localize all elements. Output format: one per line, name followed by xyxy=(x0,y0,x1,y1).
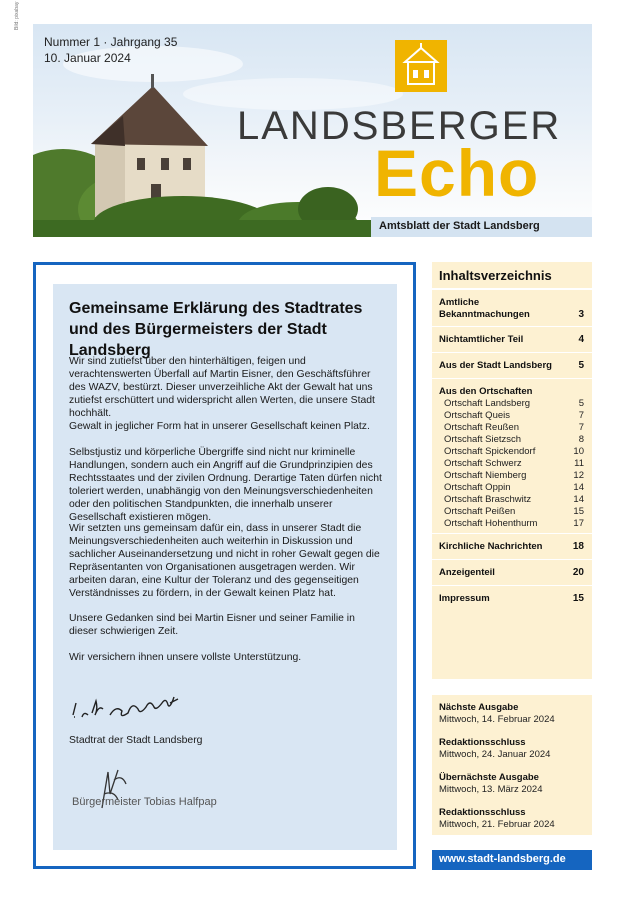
photo-credit: Bild: pixabay xyxy=(14,1,20,30)
toc-divider xyxy=(432,288,592,290)
following-issue-date: Mittwoch, 13. März 2024 xyxy=(439,784,543,795)
toc-sub-item[interactable]: Ortschaft Sietzsch 8 xyxy=(444,434,584,445)
town-logo-icon xyxy=(395,40,447,97)
issue-number: Nummer 1 · Jahrgang 35 xyxy=(44,35,178,49)
website-bar[interactable] xyxy=(432,850,592,870)
subtitle-strip xyxy=(371,217,592,237)
issue-info xyxy=(44,34,177,66)
toc-item[interactable]: Kirchliche Nachrichten 18 xyxy=(439,541,584,552)
article-paragraph: Wir sind zutiefst über den hinterhältigen, feigen und verachtenswerten Überfall auf Martin Eisner, den Geschäftsführer des WAZV, bestürzt. Dieser unverzeihliche Akt der Gewalt hat uns zutiefst erschüttert und widerspricht allen Werten, die unsere Stadt hochhält. xyxy=(69,356,375,419)
toc-sub-item[interactable]: Ortschaft Spickendorf 10 xyxy=(444,446,584,457)
signature-buergermeister xyxy=(72,768,232,823)
toc-divider xyxy=(432,559,592,560)
article-title: Gemeinsame Erklärung des Stadtrates und des Bürgermeisters der Stadt Landsberg xyxy=(69,300,363,359)
next-issue-label: Nächste Ausgabe xyxy=(439,702,519,713)
toc-sub-item[interactable]: Ortschaft Landsberg 5 xyxy=(444,398,584,409)
toc-item[interactable]: Anzeigenteil 20 xyxy=(439,567,584,578)
masthead-title-echo: Echo xyxy=(374,136,540,210)
toc-heading: Inhaltsverzeichnis xyxy=(439,268,552,283)
toc-sub-item[interactable]: Ortschaft Reußen 7 xyxy=(444,422,584,433)
toc-divider xyxy=(432,378,592,379)
toc-divider xyxy=(432,585,592,586)
deadline-date: Mittwoch, 24. Januar 2024 xyxy=(439,749,551,760)
article-paragraph: Wir setzten uns gemeinsam dafür ein, dass in unserer Stadt die Meinungsverschiedenheiten auch weiterhin in Diskussion und sachlicher Auseinandersetzung und nicht in roher Gewalt gegen die Repräsentanten von Organisationen ausgetragen werden. Wir arbeiten daran, eine Kultur der Toleranz und des gegenseitigen Verständnisses zu fördern, in der Gewalt keinen Platz hat. xyxy=(69,523,380,599)
toc-sub-item[interactable]: Ortschaft Schwerz 11 xyxy=(444,458,584,469)
toc-divider xyxy=(432,352,592,353)
toc-item[interactable]: Impressum 15 xyxy=(439,593,584,604)
following-issue-label: Übernächste Ausgabe xyxy=(439,772,539,783)
article-paragraph: Selbstjustiz und körperliche Übergriffe sind nicht nur kriminelle Handlungen, sondern auch ein Angriff auf die Grundprinzipien des Rechtsstaates und der zivilen Ordnung. Derartige Taten dürfen nicht toleriert werden, unabhängig von den Meinungsverschiedenheiten oder den politischen Standpunkten, die innerhalb unserer Gesellschaft existieren mögen. xyxy=(69,447,382,523)
toc-sub-item[interactable]: Ortschaft Niemberg 12 xyxy=(444,470,584,481)
deadline-label: Redaktionsschluss xyxy=(439,737,526,748)
toc-item[interactable]: Aus den Ortschaften xyxy=(439,386,533,397)
toc-item[interactable]: Aus der Stadt Landsberg 5 xyxy=(439,360,584,371)
article-paragraph: Wir versichern ihnen unsere vollste Unterstützung. xyxy=(69,652,302,663)
toc-sub-item[interactable]: Ortschaft Hohenthurm 17 xyxy=(444,518,584,529)
article-paragraph: Gewalt in jeglicher Form hat in unserer Gesellschaft keinen Platz. xyxy=(69,421,370,432)
article-paragraph: Unsere Gedanken sind bei Martin Eisner und seiner Familie in dieser schwierigen Zeit. xyxy=(69,613,355,637)
next-issue-date: Mittwoch, 14. Februar 2024 xyxy=(439,714,555,725)
signature-stadtrat xyxy=(70,695,200,730)
website-link[interactable]: www.stadt-landsberg.de xyxy=(439,853,566,865)
toc-divider xyxy=(432,326,592,327)
issue-date: 10. Januar 2024 xyxy=(44,51,131,65)
toc-divider xyxy=(432,533,592,534)
signature-label-stadtrat: Stadtrat der Stadt Landsberg xyxy=(69,735,203,746)
toc-sub-item[interactable]: Ortschaft Queis 7 xyxy=(444,410,584,421)
toc-item[interactable]: Amtliche Bekanntmachungen 3 xyxy=(439,297,584,320)
masthead-subtitle: Amtsblatt der Stadt Landsberg xyxy=(379,220,540,232)
toc-sub-item[interactable]: Ortschaft Peißen 15 xyxy=(444,506,584,517)
toc-sub-item[interactable]: Ortschaft Braschwitz 14 xyxy=(444,494,584,505)
signature-label-buergermeister: Bürgermeister Tobias Halfpap xyxy=(72,796,217,808)
masthead-title-top: LANDSBERGER xyxy=(237,104,562,148)
toc-sub-item[interactable]: Ortschaft Oppin 14 xyxy=(444,482,584,493)
deadline-date: Mittwoch, 21. Februar 2024 xyxy=(439,819,555,830)
deadline-label: Redaktionsschluss xyxy=(439,807,526,818)
toc-item[interactable]: Nichtamtlicher Teil 4 xyxy=(439,334,584,345)
